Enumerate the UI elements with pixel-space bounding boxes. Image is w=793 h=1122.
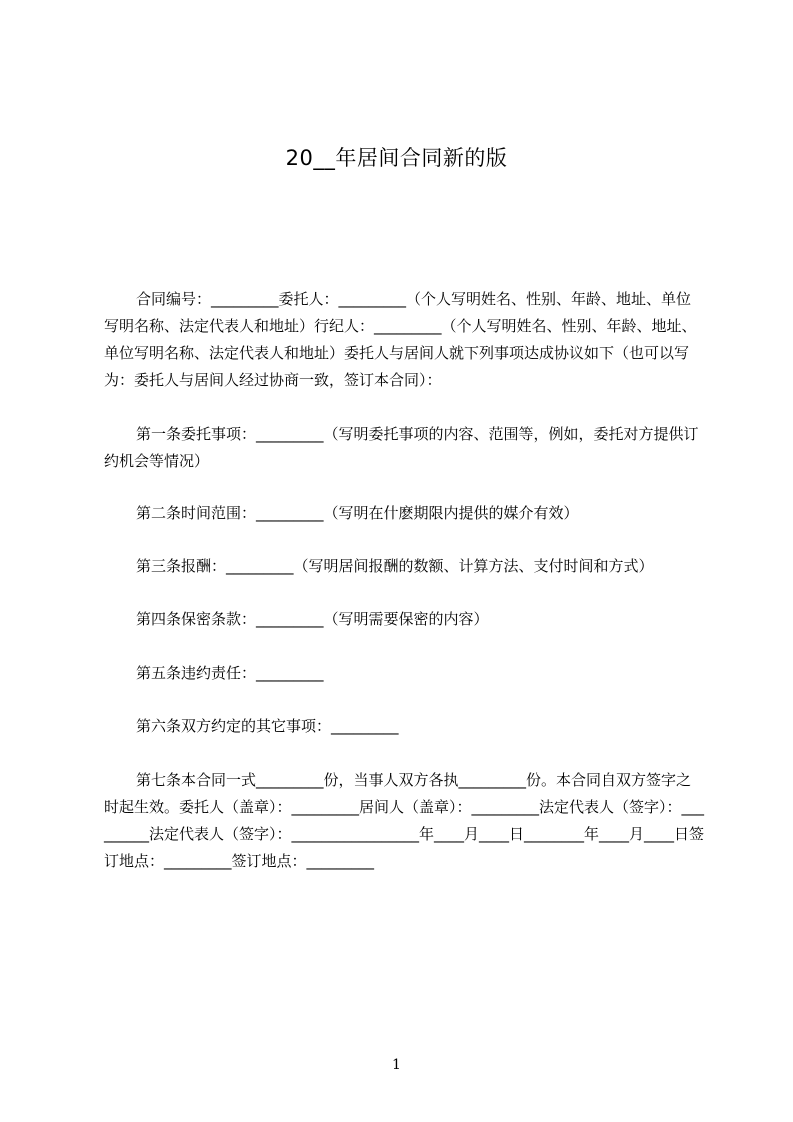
article-5-liability: 第五条违约责任：_________ (136, 664, 324, 682)
document-title: 20__年居间合同新的版 (285, 146, 508, 170)
article-2-time-range: 第二条时间范围：_________（写明在什麽期限内提供的媒介有效） (136, 504, 579, 522)
contract-intro-paragraph: 合同编号：_________委托人：_________（个人写明姓名、性别、年龄、地址、单位写明名称、法定代表人和地址）行纪人：_________（个人写明姓名、性别、年龄、地址、单位写明名称、法定代表人和地址）委托人与居间人就下列事项达成协议如下（也可以写为：委托人与居间人经过协商一致，签订本合同）： (104, 290, 697, 389)
article-7-copies-and-signatures: 第七条本合同一式_________份，当事人双方各执_________份。本合同自双方签字之时起生效。委托人（盖章）：_________居间人（盖章）：_________法定代表人（签字）：_________法定代表人（签字）：_________________年____月____日________年____月____日签订地点：_________签订地点：_________ (104, 771, 705, 870)
page-number: 1 (392, 1057, 401, 1073)
article-1-entrusted-matters: 第一条委托事项：_________（写明委托事项的内容、范围等，例如，委托对方提供订约机会等情况） (104, 425, 699, 470)
article-4-confidentiality: 第四条保密条款：_________（写明需要保密的内容） (136, 610, 489, 628)
article-6-other-matters: 第六条双方约定的其它事项：_________ (136, 717, 399, 735)
article-3-remuneration: 第三条报酬：_________（写明居间报酬的数额、计算方法、支付时间和方式） (136, 557, 654, 575)
